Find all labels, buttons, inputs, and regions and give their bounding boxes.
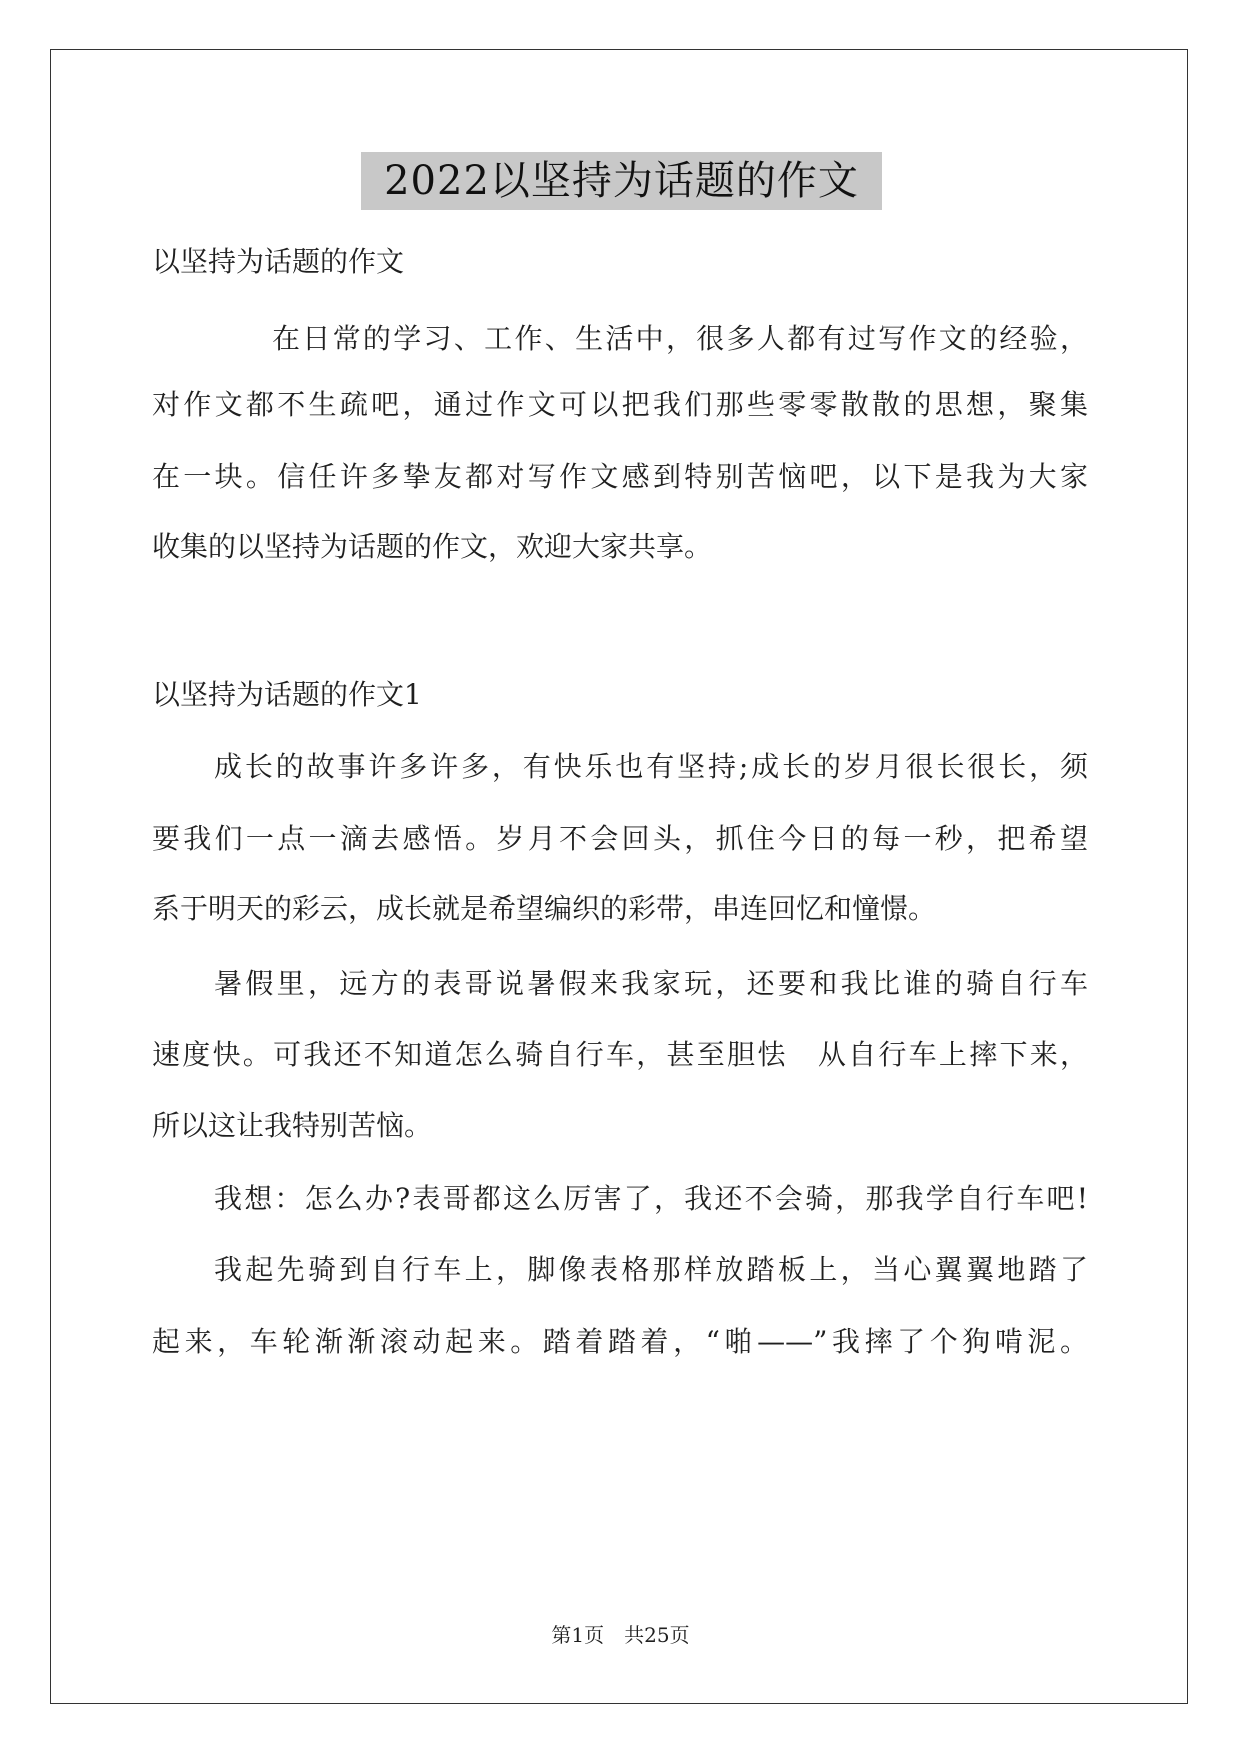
page-border bbox=[50, 49, 1188, 1704]
paragraph-line: 收集的以坚持为话题的作文，欢迎大家共享。 bbox=[152, 530, 713, 563]
paragraph-line: 起来，车轮渐渐滚动起来。踏着踏着，“啪——”我摔了个狗啃泥。 bbox=[152, 1325, 1088, 1358]
paragraph-line: 系于明天的彩云，成长就是希望编织的彩带，串连回忆和憧憬。 bbox=[152, 892, 937, 925]
paragraph-line: 我想：怎么办?表哥都这么厉害了，我还不会骑，那我学自行车吧! bbox=[214, 1182, 1088, 1215]
paragraph-line: 在一块。信任许多挚友都对写作文感到特别苦恼吧，以下是我为大家 bbox=[152, 460, 1088, 493]
paragraph-line: 所以这让我特别苦恼。 bbox=[152, 1109, 433, 1142]
page-number-footer: 第1页 共25页 bbox=[551, 1623, 690, 1647]
paragraph-line: 暑假里，远方的表哥说暑假来我家玩，还要和我比谁的骑自行车 bbox=[214, 967, 1088, 1000]
section-heading: 以坚持为话题的作文1 bbox=[152, 678, 422, 711]
paragraph-line: 速度快。可我还不知道怎么骑自行车，甚至胆怯 从自行车上摔下来， bbox=[152, 1038, 1088, 1071]
paragraph-line: 在日常的学习、工作、生活中，很多人都有过写作文的经验， bbox=[272, 322, 1088, 355]
paragraph-line: 成长的故事许多许多，有快乐也有坚持;成长的岁月很长很长，须 bbox=[214, 750, 1088, 783]
paragraph-line: 要我们一点一滴去感悟。岁月不会回头，抓住今日的每一秒，把希望 bbox=[152, 822, 1088, 855]
section-heading: 以坚持为话题的作文 bbox=[152, 245, 405, 278]
paragraph-line: 我起先骑到自行车上，脚像表格那样放踏板上，当心翼翼地踏了 bbox=[214, 1253, 1088, 1286]
document-title: 2022以坚持为话题的作文 bbox=[361, 152, 882, 210]
paragraph-line: 对作文都不生疏吧，通过作文可以把我们那些零零散散的思想，聚集 bbox=[152, 388, 1088, 421]
